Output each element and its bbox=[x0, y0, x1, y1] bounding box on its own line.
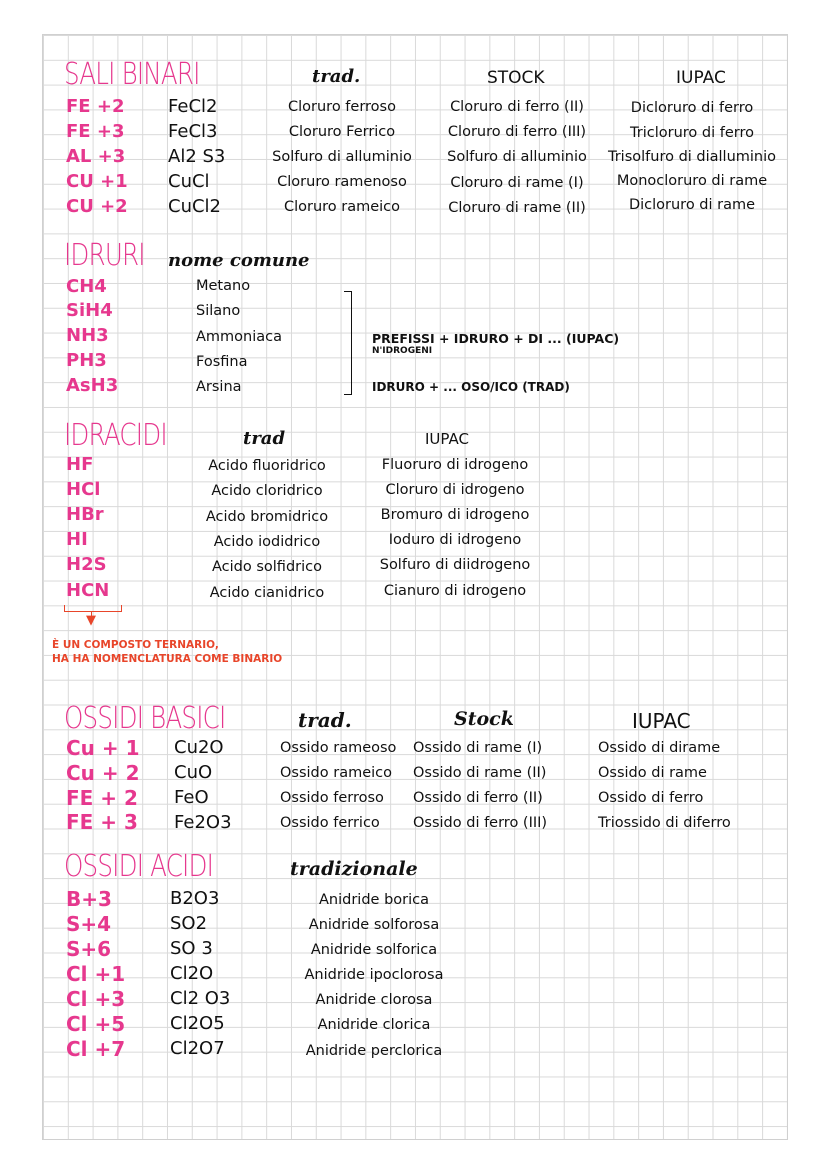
row-iupac: Cianuro di idrogeno bbox=[383, 583, 527, 599]
row-iupac: Cloruro di idrogeno bbox=[385, 482, 525, 498]
row-formula: CuO bbox=[174, 762, 213, 783]
row-formula: Al2 S3 bbox=[168, 146, 226, 167]
row-formula: PH3 bbox=[66, 350, 107, 371]
row-stock: Cloruro di ferro (III) bbox=[447, 124, 587, 140]
row-trad: Cloruro ramenoso bbox=[277, 174, 407, 190]
row-label: Cu + 2 bbox=[66, 761, 140, 785]
row-iupac: Bromuro di idrogeno bbox=[380, 507, 530, 523]
row-formula: Cl2O bbox=[170, 963, 214, 984]
row-formula: HF bbox=[66, 454, 94, 475]
row-formula: HBr bbox=[66, 504, 104, 525]
bracket bbox=[344, 291, 352, 395]
row-iupac: Monocloruro di rame bbox=[616, 173, 768, 189]
rule-iupac-sub: N'IDROGENI bbox=[372, 346, 433, 356]
row-formula: Cu2O bbox=[174, 737, 224, 758]
row-name: Ammoniaca bbox=[196, 329, 283, 345]
row-name: Arsina bbox=[196, 379, 242, 395]
row-iupac: Dicloruro di rame bbox=[628, 197, 756, 213]
row-formula: HCl bbox=[66, 479, 101, 500]
row-trad: Anidride borica bbox=[319, 892, 429, 908]
row-label: FE + 3 bbox=[66, 810, 138, 834]
row-label: AL +3 bbox=[66, 146, 126, 167]
rule-trad: IDRURO + ... OSO/ICO (TRAD) bbox=[372, 380, 570, 394]
row-formula: Cl2O5 bbox=[170, 1013, 225, 1034]
row-formula: Cl2O7 bbox=[170, 1038, 225, 1059]
title-idracidi: IDRACIDI bbox=[64, 418, 167, 453]
row-formula: HCN bbox=[66, 580, 110, 601]
row-trad: Anidride clorica bbox=[317, 1017, 431, 1033]
row-trad: Acido fluoridrico bbox=[208, 458, 326, 474]
row-formula: CH4 bbox=[66, 276, 107, 297]
row-trad: Ossido ferrico bbox=[280, 815, 380, 831]
row-iupac: Tricloruro di ferro bbox=[630, 125, 754, 141]
row-trad: Acido solfidrico bbox=[212, 559, 322, 575]
row-label: B+3 bbox=[66, 887, 112, 911]
row-trad: Acido cianidrico bbox=[209, 585, 325, 601]
row-stock: Cloruro di rame (II) bbox=[448, 200, 586, 216]
row-iupac: Ossido di rame bbox=[598, 765, 707, 781]
row-label: Cl +5 bbox=[66, 1012, 126, 1036]
row-formula: SO 3 bbox=[170, 938, 213, 959]
row-trad: Ossido rameico bbox=[280, 765, 392, 781]
row-label: S+6 bbox=[66, 937, 112, 961]
row-name: Silano bbox=[196, 303, 241, 319]
row-iupac: Fluoruro di idrogeno bbox=[381, 457, 529, 473]
rule-iupac: PREFISSI + IDRURO + DI ... (IUPAC) bbox=[372, 331, 620, 346]
row-formula: AsH3 bbox=[66, 375, 119, 396]
row-iupac: Ossido di ferro bbox=[598, 790, 704, 806]
note-line1: È UN COMPOSTO TERNARIO, bbox=[52, 639, 219, 651]
row-trad: Acido iodidrico bbox=[213, 534, 321, 550]
row-trad: Solfuro di alluminio bbox=[272, 149, 412, 165]
row-label: Cl +3 bbox=[66, 987, 126, 1011]
title-ossidi-acidi: OSSIDI ACIDI bbox=[64, 849, 214, 884]
row-label: CU +2 bbox=[66, 196, 128, 217]
row-stock: Ossido di ferro (III) bbox=[413, 815, 548, 831]
row-trad: Anidride perclorica bbox=[305, 1043, 443, 1059]
header-iupac: IUPAC bbox=[676, 68, 726, 88]
title-idruri: IDRURI bbox=[64, 238, 145, 273]
header-stock: Stock bbox=[454, 708, 514, 730]
header-iupac: IUPAC bbox=[632, 709, 691, 733]
row-formula: HI bbox=[66, 529, 88, 550]
row-formula: CuCl2 bbox=[168, 196, 221, 217]
header-iupac: IUPAC bbox=[425, 430, 469, 448]
row-iupac: Dicloruro di ferro bbox=[630, 100, 754, 116]
header-nome-comune: nome comune bbox=[168, 250, 310, 271]
row-iupac: Trisolfuro di dialluminio bbox=[607, 149, 777, 165]
row-formula: Cl2 O3 bbox=[170, 988, 231, 1009]
row-iupac: Triossido di diferro bbox=[598, 815, 731, 831]
row-formula: FeCl3 bbox=[168, 121, 218, 142]
header-stock: STOCK bbox=[487, 68, 545, 88]
row-iupac: Ioduro di idrogeno bbox=[388, 532, 522, 548]
row-trad: Cloruro rameico bbox=[283, 199, 401, 215]
row-stock: Cloruro di rame (I) bbox=[450, 175, 584, 191]
row-label: Cl +7 bbox=[66, 1037, 126, 1061]
row-formula: Fe2O3 bbox=[174, 812, 232, 833]
row-formula: H2S bbox=[66, 554, 107, 575]
arrow-down-icon: ▼ bbox=[86, 613, 96, 628]
row-label: FE +2 bbox=[66, 96, 125, 117]
row-formula: SiH4 bbox=[66, 300, 113, 321]
row-trad: Acido bromidrico bbox=[205, 509, 329, 525]
row-trad: Anidride ipoclorosa bbox=[304, 967, 444, 983]
row-formula: FeO bbox=[174, 787, 209, 808]
row-trad: Anidride clorosa bbox=[315, 992, 433, 1008]
note-line2: HA HA NOMENCLATURA COME BINARIO bbox=[52, 653, 283, 665]
row-label: CU +1 bbox=[66, 171, 128, 192]
row-trad: Anidride solforica bbox=[310, 942, 438, 958]
row-label: S+4 bbox=[66, 912, 112, 936]
title-sali-binari: SALI BINARI bbox=[64, 57, 200, 92]
row-trad: Ossido ferroso bbox=[280, 790, 384, 806]
row-iupac: Ossido di dirame bbox=[598, 740, 721, 756]
row-formula: CuCl bbox=[168, 171, 210, 192]
title-ossidi-basici: OSSIDI BASICI bbox=[64, 701, 226, 736]
row-trad: Acido cloridrico bbox=[211, 483, 323, 499]
row-label: FE +3 bbox=[66, 121, 125, 142]
row-label: Cu + 1 bbox=[66, 736, 140, 760]
header-trad: trad. bbox=[312, 66, 361, 87]
row-trad: Anidride solforosa bbox=[308, 917, 440, 933]
row-stock: Ossido di rame (II) bbox=[413, 765, 547, 781]
row-formula: NH3 bbox=[66, 325, 109, 346]
row-label: FE + 2 bbox=[66, 786, 138, 810]
row-formula: B2O3 bbox=[170, 888, 220, 909]
row-label: Cl +1 bbox=[66, 962, 126, 986]
header-trad: trad bbox=[243, 428, 286, 449]
row-stock: Solfuro di alluminio bbox=[447, 149, 587, 165]
hcn-underline bbox=[64, 605, 122, 612]
row-trad: Cloruro Ferrico bbox=[288, 124, 396, 140]
row-trad: Cloruro ferroso bbox=[288, 99, 396, 115]
row-name: Metano bbox=[196, 278, 251, 294]
row-stock: Ossido di ferro (II) bbox=[413, 790, 543, 806]
row-trad: Ossido rameoso bbox=[280, 740, 397, 756]
header-tradizionale: tradizionale bbox=[290, 858, 418, 880]
row-name: Fosfina bbox=[196, 354, 248, 370]
row-formula: SO2 bbox=[170, 913, 208, 934]
row-stock: Ossido di rame (I) bbox=[413, 740, 543, 756]
row-stock: Cloruro di ferro (II) bbox=[450, 99, 584, 115]
row-iupac: Solfuro di diidrogeno bbox=[379, 557, 531, 573]
row-formula: FeCl2 bbox=[168, 96, 218, 117]
header-trad: trad. bbox=[298, 708, 352, 732]
